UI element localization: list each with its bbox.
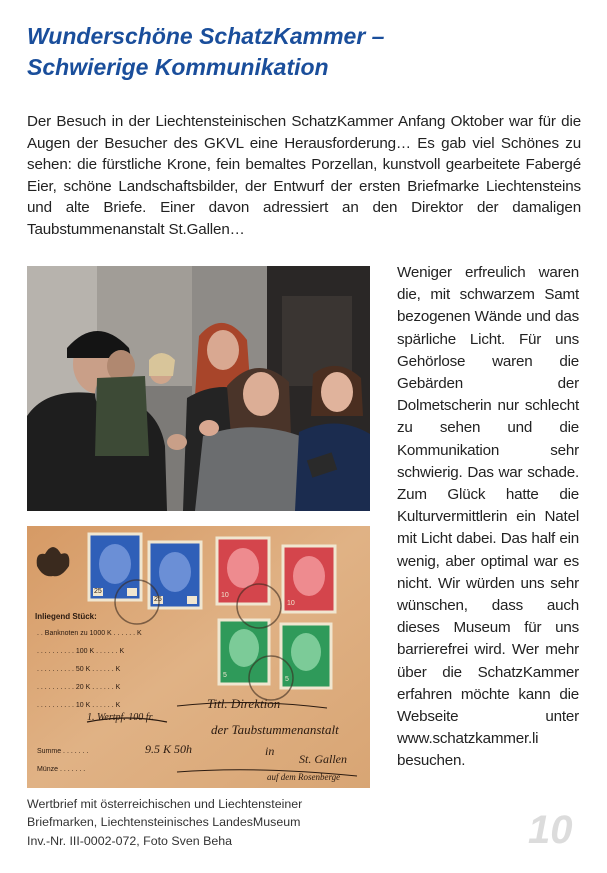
stamp-value-2: 25 bbox=[154, 596, 162, 603]
page-number: 10 bbox=[528, 808, 573, 852]
image-caption bbox=[27, 795, 367, 850]
letter-address-5: auf dem Rosenberge bbox=[267, 772, 341, 782]
intro-paragraph: Der Besuch in der Liechtensteinischen SchatzKammer Anfang Oktober war für die Augen der Besucher des GKVL eine Herausforderung… Es gab viel Schönes zu sehen: die fürstliche Krone, fein bemaltes Porzellan, kunstvoll gearbeitete Fabergé Eier, schöne Landschaftsbilder, der Entwurf der ersten Briefmarke Liechtensteins und alte Briefe. Einer davon adressiert an den Direktor der damaligen Taubstummenanstalt St.Gallen… bbox=[27, 113, 581, 238]
letter-address-3: in bbox=[265, 744, 275, 758]
letter-address-4: St. Gallen bbox=[299, 752, 347, 766]
caption-line-3: Inv.-Nr. III-0002-072, Foto Sven Beha bbox=[27, 833, 233, 848]
letter-row-4: . . . . . . . . . . 20 K . . . . . . K bbox=[37, 684, 121, 691]
letter-row-1: . . Banknoten zu 1000 K . . . . . . K bbox=[37, 630, 142, 637]
letter-address-2: der Taubstummenanstalt bbox=[211, 722, 339, 737]
stamped-letter-photo bbox=[27, 526, 370, 788]
column-paragraph: Weniger erfreulich waren die, mit schwarzem Samt bezogenen Wände und das spärliche Licht. Für uns Gehörlose waren die Gebärden der Dolmetscherin nur schlecht zu sehen und die Kommunikation sehr schwierig. Das war schade. Zum Glück hatte die Kulturvermittlerin ein Natel mit Licht dabei. Das half ein wenig, aber optimal war es nicht. Wir würden uns sehr wünschen, dass auch dieses Museum für uns barrierefrei wird. Wer mehr über die SchatzKammer erfahren möchte kann die Webseite unter www.schatzkammer.li besuchen. bbox=[397, 264, 579, 770]
stamp-value-5: 5 bbox=[223, 672, 227, 679]
group-photo-icon bbox=[27, 266, 370, 511]
letter-inliegend: Inliegend Stück: bbox=[35, 612, 97, 621]
letter-row-2: . . . . . . . . . . 100 K . . . . . . K bbox=[37, 648, 125, 655]
caption-line-2: Briefmarken, Liechtensteinisches LandesMuseum bbox=[27, 815, 301, 830]
group-photo bbox=[27, 266, 370, 511]
letter-summe-value: 9.5 K 50h bbox=[145, 742, 193, 756]
letter-row-5: . . . . . . . . . . 10 K . . . . . . K bbox=[37, 702, 121, 709]
letter-muenze: Münze . . . . . . . bbox=[37, 766, 86, 773]
letter-address-1: Titl. Direktion bbox=[207, 696, 281, 711]
stamp-value-1: 25 bbox=[94, 588, 102, 595]
letter-row-3: . . . . . . . . . . 50 K . . . . . . K bbox=[37, 666, 121, 673]
caption-line-1: Wertbrief mit österreichischen und Liechtensteiner bbox=[27, 797, 303, 811]
stamp-value-4: 10 bbox=[287, 600, 295, 607]
letter-summe-label: Summe . . . . . . . bbox=[37, 748, 89, 755]
stamp-value-6: 5 bbox=[285, 676, 289, 683]
article-title bbox=[27, 21, 587, 83]
title-line-2: Schwierige Kommunikation bbox=[27, 54, 329, 80]
stamp-value-3: 10 bbox=[221, 592, 229, 599]
letter-note: 1. Wertpf. 100 fr. bbox=[87, 712, 154, 723]
title-line-1: Wunderschöne SchatzKammer – bbox=[27, 23, 385, 49]
